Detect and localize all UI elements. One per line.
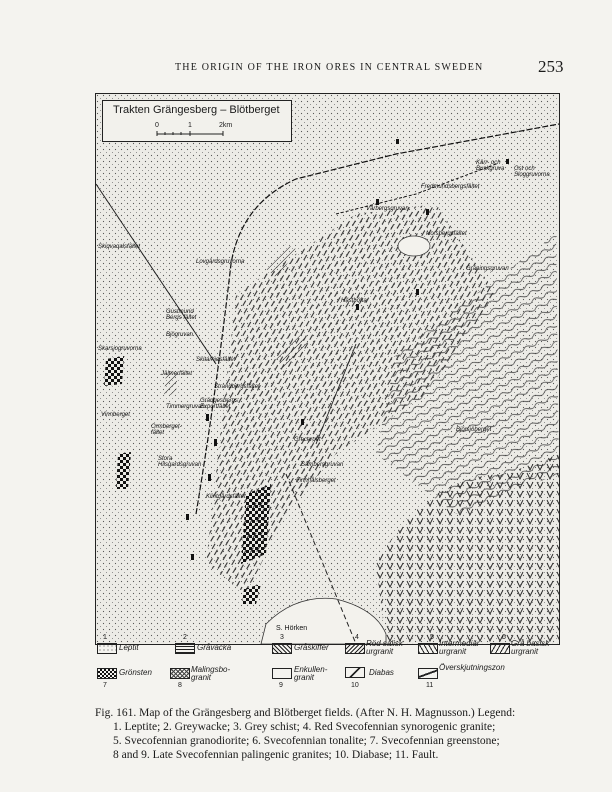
caption-line: 5. Svecofennian granodiorite; 6. Svecofennian tonalite; 7. Svecofennian greenstone; [113, 735, 500, 747]
place-label: Norsbergsfältet [426, 231, 467, 237]
place-label: Grängesbergs Exportfältet [200, 398, 239, 410]
graskiffer-swatch [272, 643, 292, 654]
diabas-swatch [345, 667, 365, 678]
place-label: Vårbergsgruvan [366, 206, 409, 212]
place-label: Skarsjogruvorna [98, 346, 142, 352]
scale-zero: 0 [155, 122, 159, 129]
place-label: Stora Hilsgardsgruvan [158, 456, 202, 468]
place-label: Hästhöfta [341, 298, 367, 304]
rod-salisk-swatch [345, 643, 365, 654]
caption-line: 1. Leptite; 2. Greywacke; 3. Grey schist; 4. Red Svecofennian synorogenic granite; [113, 721, 496, 733]
page-number: 253 [538, 57, 564, 76]
place-label: Gräningsgruvan [466, 266, 509, 272]
geological-map [95, 93, 560, 645]
gra-basisk-swatch [490, 643, 510, 654]
place-label: Klintgårdsfältet [206, 494, 246, 500]
scale-bar [153, 123, 238, 137]
caption-line: Fig. 161. Map of the Grängesberg and Blötberget fields. (After N. H. Magnusson.) Legend: [95, 707, 516, 719]
map-legend: 1 Leptit 2 Gråvacka 3 Gråskiffer 4 Röd salisk urgranit 5 Intermediär urgranit 6 Grå basisk urgranit Grönsten 7 Malingsbo-granit 8 Enkullen-granit 9 Diabas 10 Överskjutningszon 11 [95, 634, 558, 694]
overskjutning-swatch [418, 668, 438, 679]
place-label: Ost och Sloggruvorna [514, 166, 550, 178]
place-label: Sämbersgruvan [301, 462, 344, 468]
place-label: Skitarhjdsfältet [196, 357, 236, 363]
intermediar-swatch [418, 643, 438, 654]
place-label: Ormberget-fältet [151, 424, 182, 436]
place-label: Gustmund Bergs fältet [166, 309, 197, 321]
map-drawing [96, 94, 559, 644]
place-label: Björsjöberget [456, 427, 492, 433]
place-label: Vinnberget [101, 412, 130, 418]
place-label: Strandbergsfältet [214, 384, 260, 390]
place-label: Grecerget [294, 437, 321, 443]
leptit-swatch [97, 643, 117, 654]
running-head: THE ORIGIN OF THE IRON ORES IN CENTRAL SWEDEN [175, 62, 484, 73]
place-label: Timmergruvan [166, 404, 205, 410]
figure-caption [95, 706, 565, 762]
map-title-box [102, 100, 292, 142]
place-label: Jälmerfältet [161, 371, 193, 377]
place-label: Kärr- och Buskgruva [476, 160, 505, 172]
scale-two: 2km [219, 122, 233, 129]
scale-one: 1 [188, 122, 192, 129]
place-label: Finnhålsberget [296, 478, 336, 484]
place-label: S. Hörken [276, 625, 308, 632]
gravacka-swatch [175, 643, 195, 654]
place-label: Bjögruvan [166, 332, 194, 338]
place-label: Fredmundsbergsfältet [421, 184, 480, 190]
enkullen-swatch [272, 668, 292, 679]
place-label: Skiqvaqalsfältet [98, 244, 141, 250]
gronsten-swatch [97, 668, 117, 679]
caption-line: 8 and 9. Late Svecofennian palingenic granites; 10. Diabase; 11. Fault. [113, 749, 439, 761]
place-label: Lovgärdsgruvorna [196, 259, 245, 265]
malingsbo-swatch [170, 668, 190, 679]
map-title: Trakten Grängesberg – Blötberget [113, 104, 280, 116]
